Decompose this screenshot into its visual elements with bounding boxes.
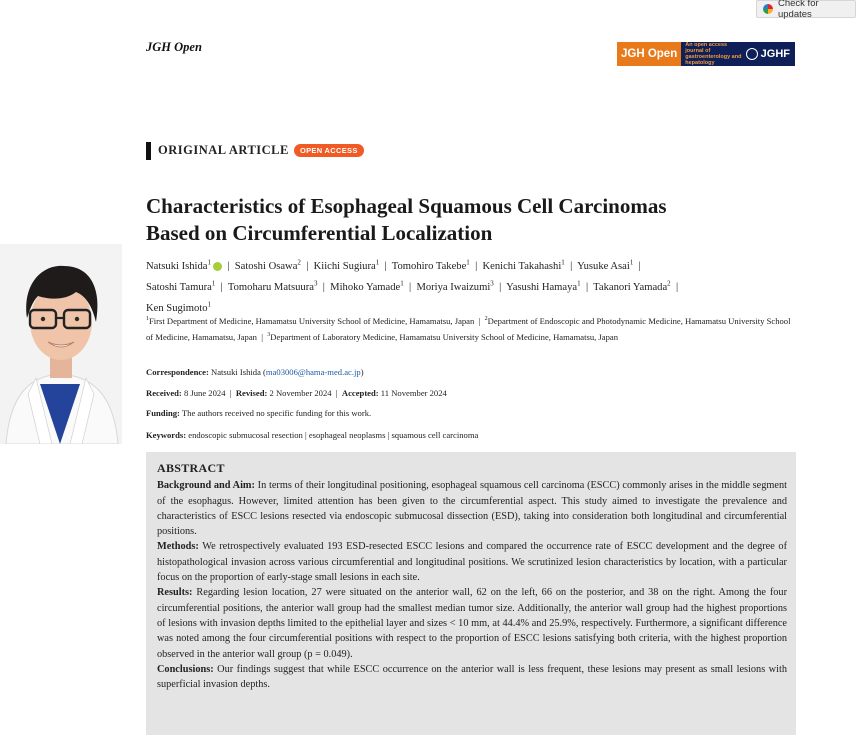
title-line-1: Characteristics of Esophageal Squamous Cell Carcinomas [146,194,667,218]
journal-banner-logo [617,42,795,66]
author[interactable]: Tomoharu Matsuura$^3$ [227,279,318,293]
author-photo [0,244,122,444]
keywords: Keywords: endoscopic submucosal resection | esophageal neoplasms | squamous cell carcinoma [146,430,479,440]
abstract-heading: ABSTRACT [157,461,225,475]
open-access-badge: OPEN ACCESS [294,144,364,157]
check-for-updates-label: Check for updates [777,0,819,20]
abstract-box [146,452,796,735]
journal-name: JGH Open [146,40,202,54]
portrait-illustration [0,244,122,444]
abstract-results: Results: Regarding lesion location, 27 were situated on the anterior wall, 62 on the left, 66 on the posterior, and 38 on the right. Among the four circumferential positions, the anterior wall group had the smallest median tumor size. Additionally, the anterior wall group had the highest proportions of lesions with invasion depths limited to the epithelial layer and sizes < 10 mm, at 44.4% and 25.9%, respectively. Furthermore, a significant difference was noted among the four circumferential positions with respect to the proportion of ESCC lesions satisfying both criteria, with the highest proportion observed in the anterior wall group (p = 0.049). [157,587,787,660]
article-type: ORIGINAL ARTICLE [158,143,289,157]
abstract-conclusions: Conclusions: Our findings suggest that while ESCC occurrence on the anterior wall is less frequent, these lesions may present as small lesions with superficial invasion depths. [157,663,787,691]
banner-tagline: An open access journal of gastroenterology and hepatology [685,42,742,66]
orcid-icon[interactable] [213,262,222,271]
crossmark-icon [763,4,773,14]
article-title [146,193,806,247]
funding: Funding: The authors received no specific funding for this work. [146,408,372,418]
author[interactable]: Mihoko Yamade$^1$ [330,279,404,293]
jghf-seal-icon [746,48,758,60]
author[interactable]: Ken Sugimoto$^1$ [146,300,212,314]
abstract-methods: Methods: We retrospectively evaluated 193 ESD-resected ESCC lesions and compared the occurrence rate of ESCC development and the degree of histopathological invasion across various circumferential and longitudinal positions. We scrutinized lesion characteristics by location, with a particular focus on the proportion of early-stage small lesions in each site. [157,541,787,584]
author[interactable]: Tomohiro Takebe$^1$ [391,258,470,272]
correspondence-email-link[interactable]: ma03006@hama-med.ac.jp [265,367,361,377]
author[interactable]: Kenichi Takahashi$^1$ [482,258,565,272]
author-list: Natsuki Ishida$^1$ | Satoshi Osawa$^2$ | Kiichi Sugiura$^1$ | Tomohiro Takebe$^1$ | Kenichi Takahashi$^1$ | Yusuke Asai$^1$ | Satoshi Tamura$^1$ | Tomoharu Matsuura$^3$ | Mihoko Yamade$^1$ | Moriya Iwaizumi$^3$ | Yasushi Hamaya$^1$ | Takanori Yamada$^2$ | Ken Sugimoto$^1$ [146,258,679,314]
author[interactable]: Yasushi Hamaya$^1$ [506,279,581,293]
author[interactable]: Satoshi Tamura$^1$ [146,279,216,293]
banner-left-text: JGH Open [617,42,681,66]
author[interactable]: Satoshi Osawa$^2$ [234,258,301,272]
author[interactable]: Kiichi Sugiura$^1$ [313,258,380,272]
abstract-background: Background and Aim: In terms of their longitudinal positioning, esophageal squamous cell carcinoma (ESCC) commonly arises in the middle segment of the esophagus. However, limited attention has been given to the circumferential aspect. This study aimed to investigate the prevalence and characteristics of ESCC lesions resected via endoscopic submucosal dissection (ESD), taking into consideration both longitudinal and circumferential positions. [157,480,787,538]
author[interactable]: Yusuke Asai$^1$ [577,258,634,272]
author[interactable]: Natsuki Ishida$^1$ [146,261,222,272]
author[interactable]: Moriya Iwaizumi$^3$ [416,279,494,293]
section-marker [146,142,151,160]
author[interactable]: Takanori Yamada$^2$ [593,279,671,293]
affiliations: $^1$First Department of Medicine, Hamamatsu University School of Medicine, Hamamatsu, Japan | $^2$Department of Endoscopic and Photodynamic Medicine, Hamamatsu University School of Medicine, Hamamatsu, Japan | $^3$Department of Laboratory Medicine, Hamamatsu University School of Medicine, Hamamatsu, Japan [146,315,791,342]
check-for-updates-button[interactable] [756,0,856,18]
article-dates: Received: 8 June 2024 | Revised: 2 November 2024 | Accepted: 11 November 2024 [146,388,447,398]
correspondence: Correspondence: Natsuki Ishida (ma03006@hama-med.ac.jp) [146,367,364,377]
banner-right-text: JGHF [760,48,790,60]
title-line-2: Based on Circumferential Localization [146,221,493,245]
